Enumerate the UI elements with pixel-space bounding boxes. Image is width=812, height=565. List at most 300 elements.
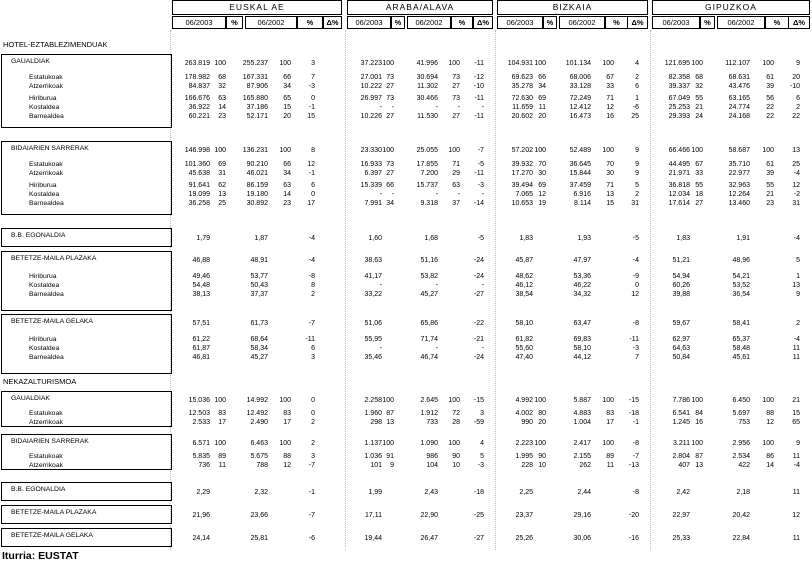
table-cell: 100 <box>602 147 614 154</box>
table-cell: 73 <box>452 74 460 81</box>
table-cell: 65 <box>283 95 291 102</box>
table-cell: 12 <box>631 291 639 298</box>
row-label: Estatukoak <box>29 410 63 417</box>
col-header-1-0: 06/2003 <box>347 16 391 29</box>
table-cell: -1 <box>308 489 315 496</box>
table-cell: 1,79 <box>196 235 210 242</box>
table-cell: -18 <box>473 489 484 496</box>
table-cell: 2,44 <box>577 489 591 496</box>
table-cell: 17.855 <box>416 161 438 168</box>
table-cell: 23,66 <box>250 512 268 519</box>
table-cell: 27 <box>452 83 460 90</box>
table-cell: 52.171 <box>246 113 268 120</box>
table-cell: -24 <box>473 257 484 264</box>
table-cell: 24,14 <box>192 535 210 542</box>
table-cell: 167.331 <box>242 74 268 81</box>
table-cell: 6.916 <box>573 191 591 198</box>
table-cell: 54,21 <box>732 273 750 280</box>
table-cell: 36.818 <box>668 182 690 189</box>
table-cell: 2.534 <box>732 453 750 460</box>
table-cell: 61,87 <box>192 345 210 352</box>
table-cell: - <box>481 104 484 111</box>
table-cell: 100 <box>214 440 226 447</box>
table-cell: 67 <box>695 161 703 168</box>
table-cell: 12.034 <box>668 191 690 198</box>
table-cell: 11.659 <box>512 104 533 111</box>
block-title: GAUALDIAK <box>11 395 50 402</box>
table-cell: 19.099 <box>188 191 210 198</box>
block-title: B.B. EGONALDIA <box>11 486 66 493</box>
table-cell: 2,42 <box>676 489 690 496</box>
table-cell: 50,84 <box>672 354 690 361</box>
table-cell: 63 <box>452 182 460 189</box>
column-separator <box>650 30 651 550</box>
table-cell: 91 <box>386 453 394 460</box>
table-cell: 58,48 <box>732 345 750 352</box>
row-label: Kostaldea <box>29 104 60 111</box>
table-cell: 90.210 <box>246 161 268 168</box>
table-cell: 6 <box>635 83 639 90</box>
table-cell: 45,27 <box>250 354 268 361</box>
table-cell: -5 <box>477 235 484 242</box>
table-cell: 68 <box>695 74 703 81</box>
table-cell: 31 <box>792 200 800 207</box>
table-cell: -11 <box>305 336 315 343</box>
table-cell: 21 <box>792 397 800 404</box>
table-cell: 35.278 <box>511 83 533 90</box>
table-cell: 48,62 <box>515 273 533 280</box>
row-label: Atzerrikoak <box>29 462 63 469</box>
table-cell: 4 <box>480 440 484 447</box>
table-cell: 100 <box>214 147 226 154</box>
table-cell: 34 <box>386 200 394 207</box>
table-cell: 6.450 <box>732 397 750 404</box>
table-cell: 22,84 <box>732 535 750 542</box>
table-cell: -22 <box>473 320 484 327</box>
table-cell: 66.466 <box>668 147 690 154</box>
table-cell: -8 <box>308 273 315 280</box>
table-cell: 3 <box>311 60 315 67</box>
table-cell: 255.237 <box>242 60 268 67</box>
table-cell: 100 <box>691 440 703 447</box>
table-cell: 100 <box>534 397 546 404</box>
table-cell: 65,37 <box>732 336 750 343</box>
table-cell: -7 <box>308 320 315 327</box>
table-cell: 9 <box>390 462 394 469</box>
source-note: Iturria: EUSTAT <box>2 550 79 562</box>
table-cell: 17,11 <box>365 512 382 519</box>
row-label: Barnealdea <box>29 113 64 120</box>
table-cell: 35.710 <box>728 161 750 168</box>
row-label: Barnealdea <box>29 291 64 298</box>
table-cell: -4 <box>793 336 800 343</box>
table-cell: 11 <box>538 104 546 111</box>
table-cell: 72.249 <box>569 95 591 102</box>
col-header-3-0: 06/2003 <box>652 16 700 29</box>
table-cell: 25 <box>631 113 639 120</box>
table-cell: 73 <box>452 95 460 102</box>
table-cell: 16 <box>606 113 614 120</box>
table-cell: 2 <box>635 191 639 198</box>
table-cell: 37,37 <box>250 291 268 298</box>
table-cell: 228 <box>521 462 533 469</box>
region-header-0: EUSKAL AE <box>172 0 342 15</box>
block-frame <box>1 141 172 215</box>
table-cell: -8 <box>632 440 639 447</box>
block-title: BETETZE-MAILA GELAKA <box>11 318 93 325</box>
table-cell: -3 <box>477 462 484 469</box>
table-cell: 39.337 <box>668 83 690 90</box>
table-cell: 27 <box>386 113 394 120</box>
table-cell: 58,10 <box>573 345 591 352</box>
table-cell: 68.631 <box>728 74 750 81</box>
table-cell: 55,95 <box>364 336 382 343</box>
table-cell: 422 <box>738 462 750 469</box>
table-cell: 0 <box>311 191 315 198</box>
col-header-3-4: Δ% <box>788 16 810 29</box>
col-header-0-0: 06/2003 <box>172 16 226 29</box>
table-cell: 13 <box>792 147 800 154</box>
table-cell: -59 <box>473 419 484 426</box>
table-cell: 86 <box>766 453 774 460</box>
col-header-0-3: % <box>297 16 323 29</box>
table-cell: - <box>457 191 460 198</box>
table-cell: 5.887 <box>573 397 591 404</box>
table-cell: -8 <box>632 320 639 327</box>
table-cell: 46,12 <box>515 282 533 289</box>
table-cell: 54,94 <box>672 273 690 280</box>
table-cell: -12 <box>473 74 484 81</box>
table-cell: 11.530 <box>417 113 438 120</box>
table-cell: 1.137 <box>364 440 382 447</box>
table-cell: 37 <box>452 200 460 207</box>
block-title: B.B. EGONALDIA <box>11 232 66 239</box>
table-cell: 3.211 <box>673 440 690 447</box>
table-cell: 55,60 <box>515 345 533 352</box>
table-cell: -10 <box>473 83 484 90</box>
table-cell: 66 <box>283 161 291 168</box>
table-cell: - <box>379 345 382 352</box>
table-cell: 100 <box>382 440 394 447</box>
table-cell: 14 <box>218 104 226 111</box>
row-label: Kostaldea <box>29 282 60 289</box>
table-cell: 22 <box>766 104 774 111</box>
table-cell: 25.055 <box>416 147 438 154</box>
row-label: Kostaldea <box>29 345 60 352</box>
table-cell: -7 <box>477 147 484 154</box>
table-cell: 63.165 <box>728 95 750 102</box>
table-cell: 53,52 <box>732 282 750 289</box>
table-cell: 263.819 <box>184 60 210 67</box>
table-cell: 31 <box>631 200 639 207</box>
table-cell: -25 <box>473 512 484 519</box>
table-cell: 24.774 <box>728 104 750 111</box>
table-cell: -11 <box>474 60 484 67</box>
table-cell: 100 <box>382 147 394 154</box>
table-cell: 2.956 <box>732 440 750 447</box>
table-cell: 84.837 <box>188 83 210 90</box>
table-cell: 37.223 <box>360 60 382 67</box>
table-cell: 100 <box>279 440 291 447</box>
table-cell: 63 <box>283 182 291 189</box>
table-cell: 21,96 <box>192 512 210 519</box>
table-cell: -7 <box>632 453 639 460</box>
table-cell: 36,54 <box>732 291 750 298</box>
table-cell: 20,42 <box>732 512 750 519</box>
table-cell: 62 <box>218 182 226 189</box>
table-cell: 104.931 <box>507 60 533 67</box>
table-cell: 66 <box>386 182 394 189</box>
table-cell: 2.155 <box>573 453 591 460</box>
table-cell: -16 <box>628 535 639 542</box>
table-cell: 24.168 <box>728 113 750 120</box>
table-cell: 100 <box>691 60 703 67</box>
table-cell: 18 <box>695 191 703 198</box>
table-cell: 24 <box>695 113 703 120</box>
table-cell: 38,13 <box>192 291 210 298</box>
table-cell: 27 <box>386 83 394 90</box>
table-cell: 13 <box>218 191 226 198</box>
table-cell: 51,21 <box>672 257 690 264</box>
table-cell: 136.231 <box>242 147 268 154</box>
table-cell: 165.880 <box>242 95 268 102</box>
table-cell: 100 <box>762 397 774 404</box>
table-cell: 5 <box>635 182 639 189</box>
block-title: BETETZE-MAILA GELAKA <box>11 532 93 539</box>
table-cell: -6 <box>308 535 315 542</box>
table-cell: 7 <box>311 74 315 81</box>
row-label: Estatukoak <box>29 74 63 81</box>
table-cell: -11 <box>474 95 484 102</box>
table-cell: 2,32 <box>254 489 268 496</box>
table-cell: 3 <box>311 354 315 361</box>
col-header-2-1: % <box>543 16 557 29</box>
col-header-3-3: % <box>765 16 789 29</box>
table-cell: 27.001 <box>360 74 382 81</box>
table-cell: 38,63 <box>364 257 382 264</box>
table-cell: 23.330 <box>360 147 382 154</box>
region-header-3: GIPUZKOA <box>652 0 810 15</box>
table-cell: 146.998 <box>184 147 210 154</box>
table-cell: 11 <box>792 354 800 361</box>
table-cell: 15.844 <box>569 170 591 177</box>
table-cell: 100 <box>279 397 291 404</box>
col-header-1-3: % <box>451 16 473 29</box>
table-cell: 1.960 <box>364 410 382 417</box>
table-cell: 33 <box>606 83 614 90</box>
table-cell: 33 <box>695 170 703 177</box>
row-label: Hiriburua <box>29 95 57 102</box>
table-cell: - <box>391 191 394 198</box>
table-cell: 407 <box>678 462 690 469</box>
table-cell: 17.270 <box>511 170 533 177</box>
table-cell: -9 <box>632 273 639 280</box>
table-cell: -21 <box>473 336 484 343</box>
table-cell: 6.571 <box>192 440 210 447</box>
table-cell: 13 <box>792 282 800 289</box>
table-cell: -1 <box>308 170 315 177</box>
table-cell: 36.645 <box>569 161 591 168</box>
row-label: Hiriburua <box>29 273 57 280</box>
table-cell: 12 <box>792 182 800 189</box>
table-cell: 100 <box>448 440 460 447</box>
table-cell: - <box>435 191 438 198</box>
table-cell: 46,22 <box>573 282 591 289</box>
table-cell: 2.804 <box>672 453 690 460</box>
table-cell: 44.495 <box>668 161 690 168</box>
table-cell: 61 <box>766 161 774 168</box>
table-cell: 16.473 <box>569 113 591 120</box>
table-cell: 22.977 <box>728 170 750 177</box>
table-cell: 1,91 <box>736 235 750 242</box>
table-cell: 82.358 <box>668 74 690 81</box>
table-cell: 72 <box>452 410 460 417</box>
table-cell: 39 <box>766 170 774 177</box>
table-cell: 58,41 <box>732 320 750 327</box>
row-label: Barnealdea <box>29 354 64 361</box>
table-cell: 17 <box>307 200 315 207</box>
table-cell: 29.393 <box>668 113 690 120</box>
table-cell: 45.638 <box>188 170 210 177</box>
table-cell: -3 <box>308 83 315 90</box>
table-cell: 100 <box>691 147 703 154</box>
table-cell: 100 <box>534 440 546 447</box>
table-cell: 11 <box>792 453 800 460</box>
table-cell: 104 <box>426 462 438 469</box>
table-cell: 80 <box>538 410 546 417</box>
table-cell: 8 <box>311 147 315 154</box>
table-cell: 45,61 <box>732 354 750 361</box>
table-cell: 3 <box>311 453 315 460</box>
table-cell: 55 <box>695 95 703 102</box>
table-cell: 87 <box>386 410 394 417</box>
block-title: BIDAIARIEN SARRERAK <box>11 438 89 445</box>
table-cell: 13 <box>606 191 614 198</box>
table-cell: 100 <box>602 60 614 67</box>
col-header-3-1: % <box>700 16 715 29</box>
table-cell: -4 <box>308 235 315 242</box>
table-cell: 36.922 <box>188 104 210 111</box>
table-cell: 30 <box>606 170 614 177</box>
table-cell: 100 <box>762 147 774 154</box>
table-cell: 34 <box>283 83 291 90</box>
table-cell: 2 <box>635 74 639 81</box>
table-cell: 100 <box>534 147 546 154</box>
table-cell: 69,83 <box>573 336 591 343</box>
table-cell: 71,74 <box>420 336 438 343</box>
table-cell: 20 <box>283 113 291 120</box>
table-cell: 990 <box>521 419 533 426</box>
table-cell: 21 <box>695 104 703 111</box>
table-cell: 986 <box>426 453 438 460</box>
table-cell: 30.466 <box>416 95 438 102</box>
table-cell: 27 <box>695 200 703 207</box>
table-cell: 7.991 <box>364 200 382 207</box>
table-cell: 1.995 <box>515 453 533 460</box>
block-title: BETETZE-MAILA PLAZAKA <box>11 509 97 516</box>
table-cell: 100 <box>214 60 226 67</box>
table-cell: 72.630 <box>511 95 533 102</box>
table-cell: 13 <box>695 462 703 469</box>
table-cell: 100 <box>382 397 394 404</box>
table-cell: 100 <box>448 397 460 404</box>
table-cell: 22,90 <box>420 512 438 519</box>
table-cell: 23 <box>766 200 774 207</box>
table-cell: 100 <box>534 60 546 67</box>
table-cell: -11 <box>629 336 639 343</box>
table-cell: 26.997 <box>360 95 382 102</box>
table-cell: 17.614 <box>668 200 690 207</box>
table-cell: 90 <box>452 453 460 460</box>
table-cell: 5 <box>796 257 800 264</box>
table-cell: - <box>435 104 438 111</box>
table-cell: 26,47 <box>420 535 438 542</box>
col-header-0-1: % <box>226 16 243 29</box>
table-cell: 25 <box>792 161 800 168</box>
table-cell: -15 <box>628 397 639 404</box>
row-label: Hiriburua <box>29 182 57 189</box>
table-cell: 9 <box>635 161 639 168</box>
table-cell: 736 <box>198 462 210 469</box>
table-cell: 11 <box>792 535 800 542</box>
table-cell: 20.602 <box>511 113 533 120</box>
table-cell: 58.687 <box>728 147 750 154</box>
table-cell: -10 <box>789 83 800 90</box>
table-cell: 32.963 <box>728 182 750 189</box>
table-cell: 63 <box>218 95 226 102</box>
col-header-1-4: Δ% <box>473 16 493 29</box>
table-cell: 70 <box>538 161 546 168</box>
table-cell: -4 <box>793 170 800 177</box>
table-cell: -2 <box>793 191 800 198</box>
row-label: Estatukoak <box>29 453 63 460</box>
table-cell: 0 <box>635 282 639 289</box>
table-cell: -15 <box>473 397 484 404</box>
table-cell: 45,87 <box>515 257 533 264</box>
table-cell: 88 <box>766 410 774 417</box>
table-cell: 14 <box>766 462 774 469</box>
table-cell: 11 <box>606 462 614 469</box>
table-cell: 50,43 <box>250 282 268 289</box>
table-cell: 1.090 <box>420 440 438 447</box>
col-header-1-1: % <box>391 16 405 29</box>
table-cell: 1.912 <box>420 410 438 417</box>
table-cell: 2.533 <box>192 419 210 426</box>
table-cell: 101.360 <box>184 161 210 168</box>
row-label: Atzerrikoak <box>29 83 63 90</box>
table-cell: -20 <box>628 512 639 519</box>
table-cell: 34 <box>283 170 291 177</box>
table-cell: 788 <box>256 462 268 469</box>
table-cell: 1,93 <box>577 235 591 242</box>
table-cell: 100 <box>214 397 226 404</box>
table-cell: 39,88 <box>672 291 690 298</box>
table-cell: 7.200 <box>420 170 438 177</box>
table-cell: 6.463 <box>250 440 268 447</box>
table-cell: 2 <box>796 320 800 327</box>
table-cell: 8.114 <box>574 200 591 207</box>
table-cell: 27 <box>386 170 394 177</box>
table-cell: 30 <box>538 170 546 177</box>
table-cell: 30,06 <box>573 535 591 542</box>
table-cell: 53,36 <box>573 273 591 280</box>
table-cell: 61 <box>766 74 774 81</box>
table-cell: - <box>391 104 394 111</box>
table-cell: 2.645 <box>420 397 438 404</box>
table-cell: 2,18 <box>736 489 750 496</box>
col-header-1-2: 06/2002 <box>407 16 451 29</box>
table-cell: 23 <box>218 113 226 120</box>
